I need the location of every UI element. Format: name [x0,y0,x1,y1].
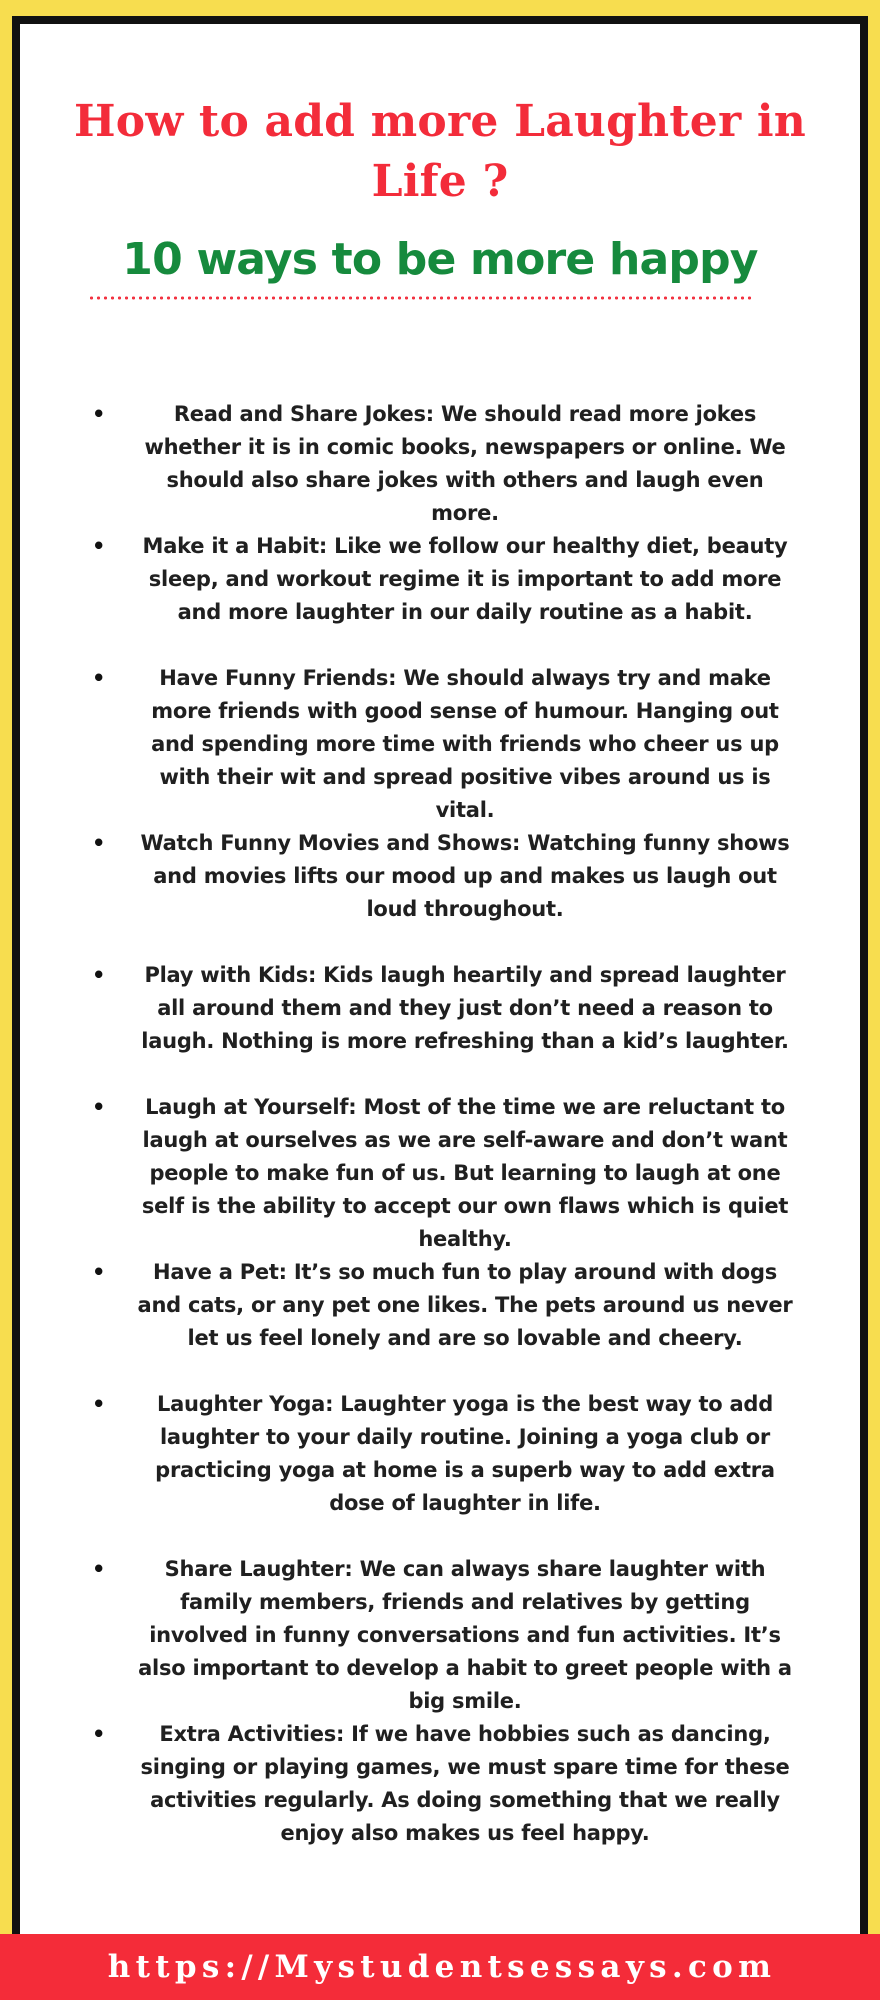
list-item [80,1718,800,1850]
bullet-icon: • [92,1722,106,1746]
list-item-text: Read and Share Jokes: We should read more jokes whether it is in comic books, newspapers or online. We should also share jokes with others and laugh even more. [144,402,786,525]
list-item-text: Laugh at Yourself: Most of the time we are reluctant to laugh at ourselves as we are self-aware and don’t want people to make fun of us. But learning to laugh at one self is the ability to accept our own flaws which is quiet healthy. [141,1095,789,1251]
bullet-icon: • [92,534,106,558]
list-item [80,1256,800,1355]
list-item [80,959,800,1058]
infographic-frame [12,16,868,2000]
bullet-icon: • [92,1392,106,1416]
bullet-icon: • [92,1095,106,1119]
page-title: How to add more Laughter in Life ? [74,96,806,207]
list-item [80,662,800,827]
dotted-divider [88,296,754,300]
list-item-text: Have a Pet: It’s so much fun to play around with dogs and cats, or any pet one likes. The pets around us never let us feel lonely and are so lovable and cheery. [137,1260,793,1350]
footer-url[interactable]: https://Mystudentsessays.com [107,1949,777,1985]
list-item-text: Play with Kids: Kids laugh heartily and spread laughter all around them and they just don’t need a reason to laugh. Nothing is more refreshing than a kid’s laughter. [141,963,789,1053]
bullet-icon: • [92,831,106,855]
content-panel [20,24,860,2000]
page-subtitle: 10 ways to be more happy [122,234,758,285]
bullet-icon: • [92,963,106,987]
list-item [80,1388,800,1520]
footer-bar [0,1934,880,2000]
list-item [80,827,800,926]
bullet-icon: • [92,1260,106,1284]
list-item [80,1091,800,1256]
bullet-icon: • [92,1557,106,1581]
list-item-text: Make it a Habit: Like we follow our healthy diet, beauty sleep, and workout regime it is important to add more and more laughter in our daily routine as a habit. [142,534,788,624]
list-item-text: Share Laughter: We can always share laughter with family members, friends and relatives by getting involved in funny conversations and fun activities. It’s also important to develop a habit to greet people with a big smile. [138,1557,792,1713]
list-item-text: Watch Funny Movies and Shows: Watching funny shows and movies lifts our mood up and makes us laugh out loud throughout. [140,831,790,921]
bullet-icon: • [92,666,106,690]
list-item-text: Laughter Yoga: Laughter yoga is the best way to add laughter to your daily routine. Joining a yoga club or practicing yoga at home is a superb way to add extra dose of laughter in life. [155,1392,775,1515]
list-item [80,398,800,530]
list-item [80,530,800,629]
list-item-text: Extra Activities: If we have hobbies such as dancing, singing or playing games, we must spare time for these activities regularly. As doing something that we really enjoy also makes us feel happy. [140,1722,790,1845]
bullet-icon: • [92,402,106,426]
list-item [80,1553,800,1718]
list-item-text: Have Funny Friends: We should always try and make more friends with good sense of humour. Hanging out and spending more time with friends who cheer us up with their wit and spread positive vibes around us is vital. [151,666,779,822]
